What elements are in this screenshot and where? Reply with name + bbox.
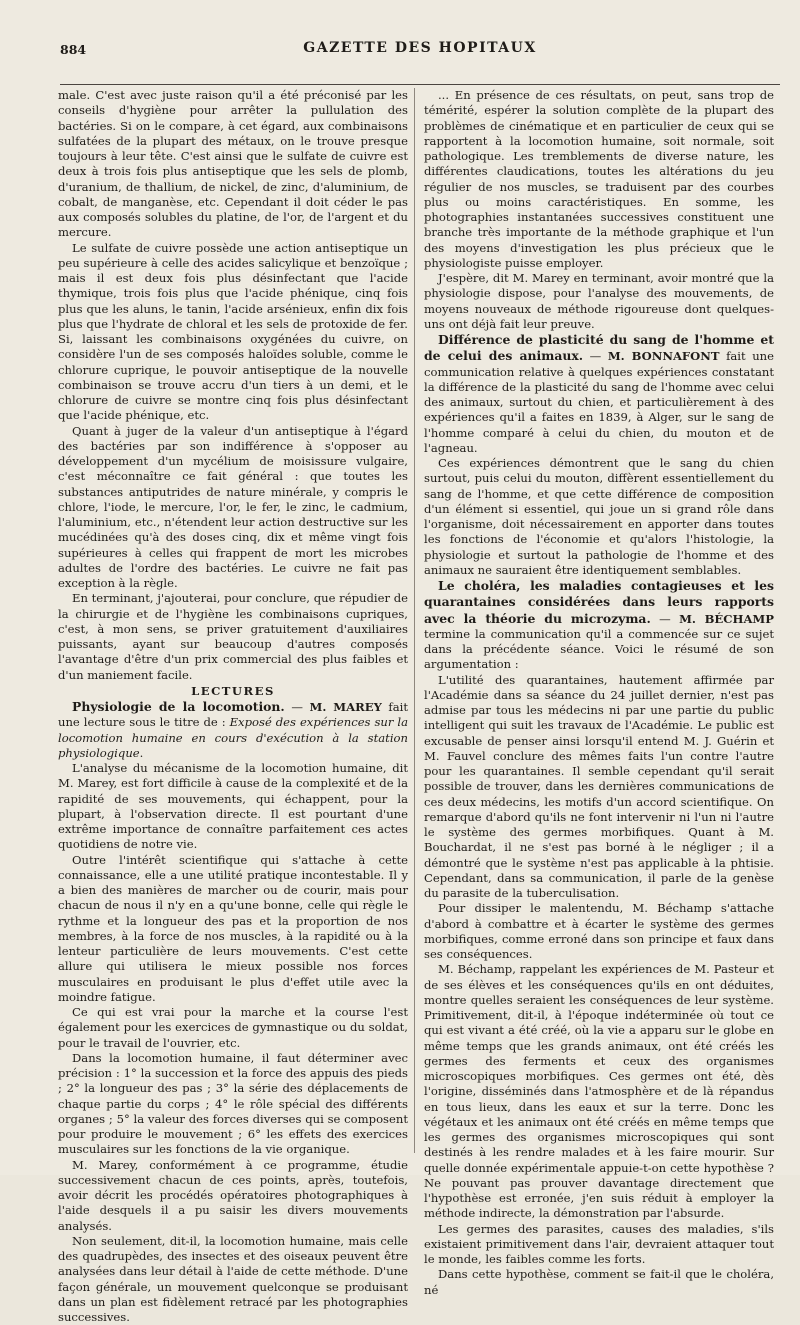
page-number: 884 xyxy=(60,42,87,57)
paragraph: M. Béchamp, rappelant les expériences de M. Pasteur et de ses élèves et les conséquences qu'ils en ont déduites, montre quelles seraient les conséquences de leur système. Primitivement, dit-il, à l'époque indéterminée où tout ce qui est vivant a été créé, où la vie a apparu sur le globe en même temps que les grands animaux, ont été créés les germes des ferments et ceux des organismes microscopiques morbifiques. Ces germes ont été, dès l'origine, disséminés dans l'atmosphère et de là répandus en tous lieux, dans les eaux et sur la terre. Donc les végétaux et les animaux ont été créés en même temps que les germes des organismes microscopiques qui sont destinés à les rendre malades et à les faire mourir. Sur quelle donnée expérimentale appuie-t-on cette hypothèse ? Ne pouvant pas prouver davantage directement que l'hypothèse est erronée, j'en suis réduit à employer la méthode indirecte, la démonstration par l'absurde. xyxy=(424,962,774,1221)
column-divider xyxy=(414,88,415,1153)
article-intro-blood: Différence de plasticité du sang de l'homme et de celui des animaux. — M. BONNAFONT fait une communication relative à quelques expériences constatant la différence de la plasticité du sang de l'homme avec celui des animaux, surtout du chien, et particulièrement à des expériences qu'il a faites en 1839, à Alger, sur le sang de l'homme comparé à celui du chien, du mouton et de l'agneau. xyxy=(424,332,774,455)
article-title: Le choléra, les maladies contagieuses et les quarantaines considérées dans leurs rapports avec la théorie du microzyma. xyxy=(424,578,774,626)
paragraph: Outre l'intérêt scientifique qui s'attache à cette connaissance, elle a une utilité pratique incontestable. Il y a bien des manières de marcher ou de courir, mais pour chacun de nous il n'y en a qu'une bonne, celle qui règle le rythme et la longueur des pas et la proportion de nos membres, à la force de nos muscles, à la rapidité ou à la lenteur particulière de leurs mouvements. C'est cette allure qui utilisera le mieux possible nos forces musculaires en produisant le plus d'effet utile avec la moindre fatigue. xyxy=(58,852,408,1004)
article-author: M. BÉCHAMP xyxy=(679,611,774,626)
article-title: Différence de plasticité du sang de l'homme et de celui des animaux. xyxy=(424,332,774,364)
paragraph: J'espère, dit M. Marey en terminant, avoir montré que la physiologie dispose, pour l'analyse des mouvements, de moyens nouveaux de méthode rigoureuse dont quelques-uns ont déjà fait leur preuve. xyxy=(424,271,774,331)
page-header xyxy=(60,38,780,62)
article-author: M. BONNAFONT xyxy=(607,349,720,364)
article-author: M. MAREY xyxy=(309,700,382,714)
section-heading-lectures: LECTURES xyxy=(191,683,275,698)
paragraph: L'utilité des quarantaines, hautement affirmée par l'Académie dans sa séance du 24 juillet dernier, n'est pas admise par tous les médecins ni par une partie du public intelligent qui suit les travaux de l'Académie. Le public est excusable de penser ainsi lorsqu'il entend M. J. Guérin et M. Fauvel conclure des mêmes faits l'un contre l'autre pour les quarantaines. Il semble cependant qu'il serait possible de trouver, dans les dernières communications de ces deux médecins, les motifs d'un accord scientifique. On remarque d'abord qu'ils ne font intervenir ni l'un ni l'autre le système des germes morbifiques. Quant à M. Bouchardat, il ne s'est pas borné à le négliger ; il a démontré que le système n'est pas applicable à la phtisie. Cependant, dans sa communication, il parle de la genèse du parasite de la tuberculisation. xyxy=(424,672,774,900)
paragraph: Non seulement, dit-il, la locomotion humaine, mais celle des quadrupèdes, des insectes et des oiseaux peuvent être analysées dans leur détail à l'aide de cette méthode. D'une façon générale, un mouvement quelconque se produisant dans un plan est fidèlement retracé par les photographies successives. xyxy=(58,1233,408,1324)
paragraph: Ce qui est vrai pour la marche et la course l'est également pour les exercices de gymnastique ou du soldat, pour le travail de l'ouvrier, etc. xyxy=(58,1005,408,1050)
article-intro-cholera: Le choléra, les maladies contagieuses et les quarantaines considérées dans leurs rapports avec la théorie du microzyma. — M. BÉCHAMP termine la communication qu'il a commencée sur ce sujet dans la précédente séance. Voici le résumé de son argumentation : xyxy=(424,578,774,672)
paragraph: Pour dissiper le malentendu, M. Béchamp s'attache d'abord à combattre et à écarter le système des germes morbifiques, comme erroné dans son principe et faux dans ses conséquences. xyxy=(424,901,774,961)
right-column xyxy=(424,88,774,1297)
article-intro-locomotion: Physiologie de la locomotion. — M. MAREY fait une lecture sous le titre de : Exposé des expériences sur la locomotion humaine en cours d'exécution à la station physiologique. xyxy=(58,699,408,760)
header-rule xyxy=(60,84,780,85)
paragraph: male. C'est avec juste raison qu'il a été préconisé par les conseils d'hygiène pour arrêter la pullulation des bactéries. Si on le compare, à cet égard, aux combinaisons sulfatées de la plupart des métaux, on le trouve presque toujours à leur tête. C'est ainsi que le sulfate de cuivre est deux à trois fois plus antiseptique que les sels de plomb, d'uranium, de thallium, de nickel, de zinc, d'aluminium, de cobalt, de manganèse, etc. Cependant il doit céder le pas aux composés solubles du platine, de l'or, de l'argent et du mercure. xyxy=(58,88,408,240)
paragraph: Dans cette hypothèse, comment se fait-il que le choléra, né xyxy=(424,1267,774,1297)
work-title: Exposé des expériences sur la locomotion humaine en cours d'exécution à la station physiologique xyxy=(58,715,408,760)
article-title: Physiologie de la locomotion. xyxy=(72,699,285,714)
running-title: GAZETTE DES HOPITAUX xyxy=(303,40,537,56)
paragraph: En terminant, j'ajouterai, pour conclure, que répudier de la chirurgie et de l'hygiène les combinaisons cupriques, c'est, à mon sens, se priver gratuitement d'auxiliaires puissants, ayant sur beaucoup d'autres composés l'avantage d'être d'un prix commercial des plus faibles et d'un maniement facile. xyxy=(58,591,408,682)
paragraph: Ces expériences démontrent que le sang du chien surtout, puis celui du mouton, diffèrent essentiellement du sang de l'homme, et que cette différence de composition d'un élément si essentiel, qui joue un si grand rôle dans l'organisme, doit nécessairement en apporter dans toutes les fonctions de l'économie et qu'alors l'histologie, la physiologie et surtout la pathologie de l'homme et des animaux ne sauraient être identiquement semblables. xyxy=(424,456,774,577)
paragraph: Les germes des parasites, causes des maladies, s'ils existaient primitivement dans l'air, devraient attaquer tout le monde, les faibles comme les forts. xyxy=(424,1221,774,1266)
paragraph: M. Marey, conformément à ce programme, étudie successivement chacun de ces points, après, toutefois, avoir décrit les procédés opératoires photographiques à l'aide desquels il a pu saisir les divers mouvements analysés. xyxy=(58,1157,408,1233)
paragraph: Dans la locomotion humaine, il faut déterminer avec précision : 1° la succession et la force des appuis des pieds ; 2° la longueur des pas ; 3° la série des déplacements de chaque partie du corps ; 4° le rôle spécial des différents organes ; 5° la valeur des forces diverses qui se composent pour produire le mouvement ; 6° les effets des exercices musculaires sur les fonctions de la vie organique. xyxy=(58,1050,408,1157)
paragraph: Le sulfate de cuivre possède une action antiseptique un peu supérieure à celle des acides salicylique et benzoïque ; mais il est deux fois plus désinfectant que l'acide thymique, trois fois plus que l'acide phénique, cinq fois plus que les aluns, le tanin, l'acide arsénieux, enfin dix fois plus que l'hydrate de chloral et les sels de protoxide de fer. Si, laissant les combinaisons oxygénées du cuivre, on considère l'un de ses composés haloïdes soluble, comme le chlorure cuprique, le pouvoir antiseptique de la nouvelle combinaison se trouve accru d'un tiers à un demi, et le chlorure de cuivre se montre cinq fois plus désinfectant que l'acide phénique, etc. xyxy=(58,240,408,423)
paragraph: ... En présence de ces résultats, on peut, sans trop de témérité, espérer la solution complète de la plupart des problèmes de cinématique et en particulier de ceux qui se rapportent à la locomotion humaine, soit normale, soit pathologique. Les tremblements de diverse nature, les différentes claudications, toutes les altérations du jeu régulier de nos muscles, se traduisent par des courbes plus ou moins caractéristiques. En somme, les photographies instantanées successives constituent une branche très importante de la méthode graphique et l'un des moyens d'investigation les plus précieux que le physiologiste puisse employer. xyxy=(424,88,774,270)
left-column xyxy=(58,88,408,1324)
paragraph: L'analyse du mécanisme de la locomotion humaine, dit M. Marey, est fort difficile à cause de la complexité et de la rapidité de ses mouvements, qui échappent, pour la plupart, à l'observation directe. Il est pourtant d'une extrême importance de connaître parfaitement ces actes quotidiens de notre vie. xyxy=(58,761,408,852)
paragraph: Quant à juger de la valeur d'un antiseptique à l'égard des bactéries par son indifférence à s'opposer au développement d'un mycélium de moisissure vulgaire, c'est méconnaître ce fait général : que toutes les substances antiputrides de nature minérale, y compris le chlore, l'iode, le mercure, l'or, le fer, le zinc, le cadmium, l'aluminium, etc., n'étendent leur action destructive sur les mucédinées qu'à des doses cinq, dix et même vingt fois supérieures à celles qui frappent de mort les microbes adultes de l'ordre des bactéries. Le cuivre ne fait pas exception à la règle. xyxy=(58,423,408,590)
